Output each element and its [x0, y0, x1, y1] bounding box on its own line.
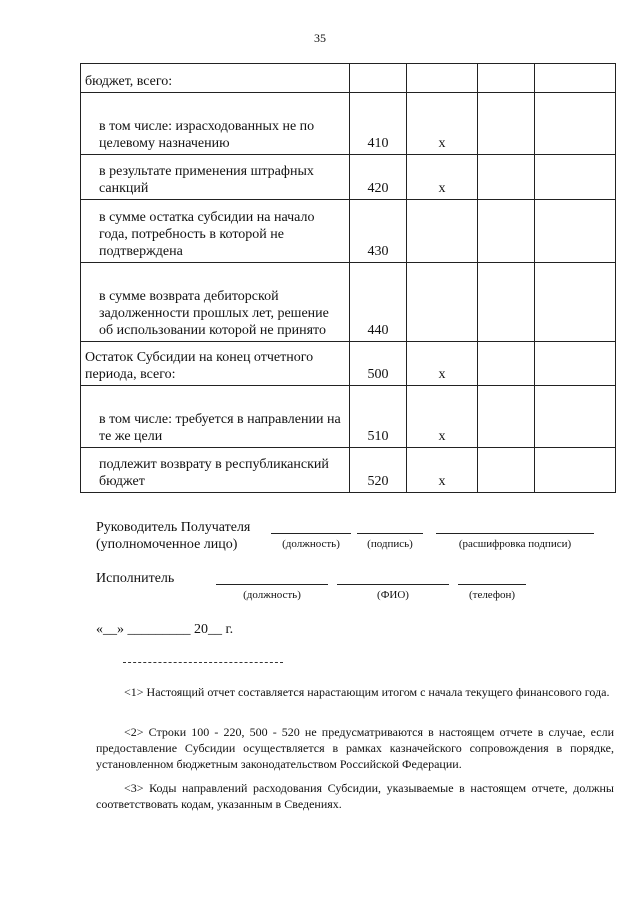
table-row	[81, 200, 616, 263]
head-label: Руководитель Получателя	[96, 520, 251, 535]
head-caption-signature: (подпись)	[367, 538, 413, 550]
row-value-cell[interactable]	[478, 263, 535, 342]
row-value-cell[interactable]	[478, 448, 535, 493]
row-value-cell[interactable]	[478, 386, 535, 448]
row-code: 410	[350, 93, 407, 155]
row-value-cell[interactable]	[535, 64, 616, 93]
row-value-cell[interactable]	[535, 342, 616, 386]
row-value-cell[interactable]	[535, 155, 616, 200]
row-code: 510	[350, 386, 407, 448]
row-mark	[406, 200, 478, 263]
report-table	[80, 63, 616, 493]
row-label: в том числе: требуется в направлении на те же цели	[81, 386, 350, 448]
table-row	[81, 263, 616, 342]
row-mark: х	[406, 93, 478, 155]
executor-name-line[interactable]	[337, 584, 449, 585]
row-label: в результате применения штрафных санкций	[81, 155, 350, 200]
footnote-1: <1> Настоящий отчет составляется нарастающим итогом с начала текущего финансового года.	[124, 685, 610, 699]
row-label: Остаток Субсидии на конец отчетного периода, всего:	[81, 342, 350, 386]
head-decoding-line[interactable]	[436, 533, 594, 534]
row-code	[350, 64, 407, 93]
table-row	[81, 342, 616, 386]
row-value-cell[interactable]	[478, 342, 535, 386]
row-value-cell[interactable]	[535, 263, 616, 342]
row-code: 440	[350, 263, 407, 342]
row-value-cell[interactable]	[478, 64, 535, 93]
row-label: в сумме возврата дебиторской задолженности прошлых лет, решение об использовании которой не принято	[81, 263, 350, 342]
table-row	[81, 386, 616, 448]
row-value-cell[interactable]	[535, 93, 616, 155]
head-sublabel: (уполномоченное лицо)	[96, 537, 238, 552]
row-code: 520	[350, 448, 407, 493]
row-label: бюджет, всего:	[81, 64, 350, 93]
row-label: подлежит возврату в республиканский бюджет	[81, 448, 350, 493]
row-value-cell[interactable]	[535, 386, 616, 448]
row-mark: х	[406, 448, 478, 493]
row-mark	[406, 263, 478, 342]
table-row	[81, 64, 616, 93]
row-value-cell[interactable]	[535, 200, 616, 263]
row-mark	[406, 64, 478, 93]
head-caption-decoding: (расшифровка подписи)	[458, 538, 572, 550]
footnote-2: <2> Строки 100 - 220, 500 - 520 не предусматриваются в настоящем отчете в случае, если предоставление Субсидии осуществляется в рамках казначейского сопровождения в порядке, установленном бюджетным законодательством Российской Федерации.	[96, 725, 614, 771]
head-signature-line[interactable]	[357, 533, 423, 534]
executor-position-line[interactable]	[216, 584, 328, 585]
executor-caption-position: (должность)	[243, 589, 301, 601]
date-line: «__» _________ 20__ г.	[96, 622, 234, 637]
table-row	[81, 93, 616, 155]
head-caption-position: (должность)	[282, 538, 340, 550]
executor-label: Исполнитель	[96, 571, 175, 586]
row-value-cell[interactable]	[478, 155, 535, 200]
head-position-line[interactable]	[271, 533, 351, 534]
row-value-cell[interactable]	[478, 93, 535, 155]
table-row	[81, 448, 616, 493]
row-value-cell[interactable]	[535, 448, 616, 493]
row-code: 420	[350, 155, 407, 200]
row-code: 500	[350, 342, 407, 386]
footnote-divider	[123, 662, 283, 663]
row-mark: х	[406, 342, 478, 386]
executor-caption-name: (ФИО)	[377, 589, 409, 601]
row-code: 430	[350, 200, 407, 263]
executor-phone-line[interactable]	[458, 584, 526, 585]
row-mark: х	[406, 386, 478, 448]
footnote-3: <3> Коды направлений расходования Субсидии, указываемые в настоящем отчете, должны соответствовать кодам, указанным в Сведениях.	[96, 781, 614, 811]
row-value-cell[interactable]	[478, 200, 535, 263]
page-number: 35	[314, 31, 326, 45]
row-label: в сумме остатка субсидии на начало года, потребность в которой не подтверждена	[81, 200, 350, 263]
row-label: в том числе: израсходованных не по целевому назначению	[81, 93, 350, 155]
executor-caption-phone: (телефон)	[468, 589, 516, 601]
row-mark: х	[406, 155, 478, 200]
table-row	[81, 155, 616, 200]
